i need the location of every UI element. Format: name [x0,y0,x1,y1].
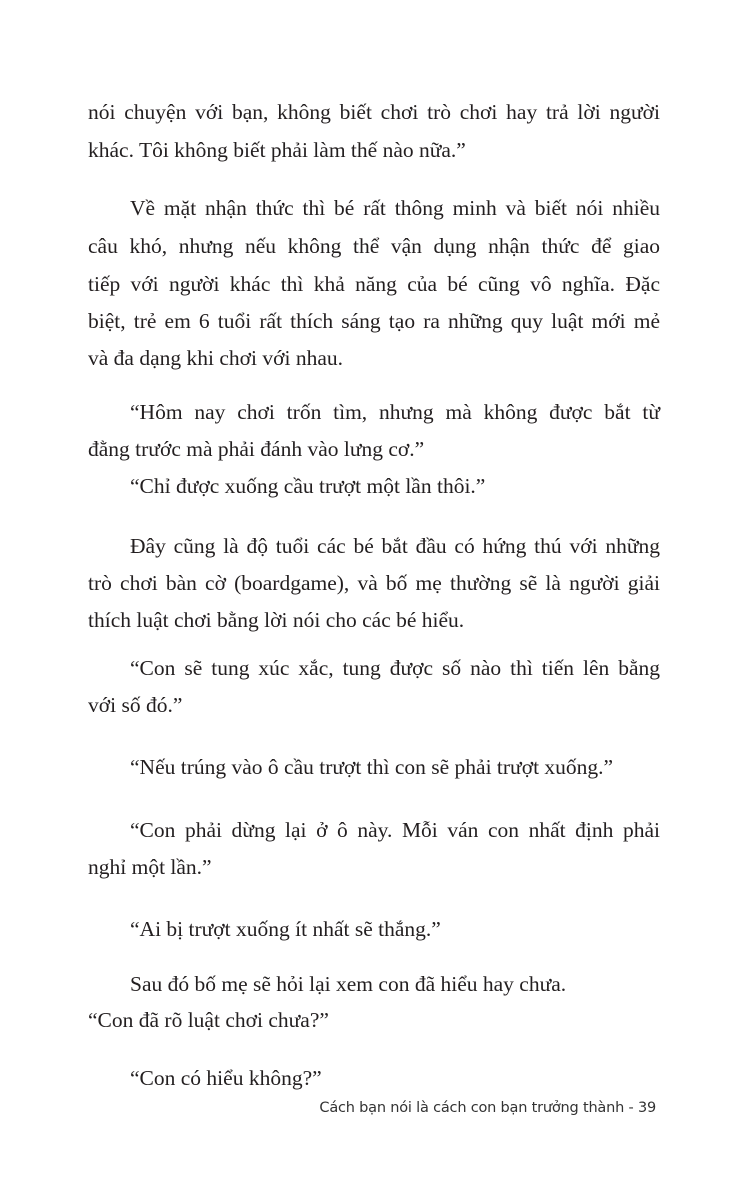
text-line: nói chuyện với bạn, không biết chơi trò chơi hay trả lời người [88,100,660,124]
text-line: câu khó, nhưng nếu không thể vận dụng nhận thức để giao [88,234,660,258]
text-line: “Ai bị trượt xuống ít nhất sẽ thắng.” [130,917,441,941]
text-line: “Hôm nay chơi trốn tìm, nhưng mà không được bắt từ [130,400,660,424]
text-line: khác. Tôi không biết phải làm thế nào nữa.” [88,138,466,162]
text-line: thích luật chơi bằng lời nói cho các bé hiểu. [88,608,465,632]
text-line: Sau đó bố mẹ sẽ hỏi lại xem con đã hiểu hay chưa. [130,972,567,996]
text-line: tiếp với người khác thì khả năng của bé cũng vô nghĩa. Đặc [88,272,660,296]
text-line: Về mặt nhận thức thì bé rất thông minh và biết nói nhiều [130,196,660,220]
text-line: “Con sẽ tung xúc xắc, tung được số nào thì tiến lên bằng [130,656,660,680]
text-line: “Con có hiểu không?” [130,1066,322,1090]
text-line: “Con phải dừng lại ở ô này. Mỗi ván con nhất định phải [130,818,660,842]
text-line: đằng trước mà phải đánh vào lưng cơ.” [88,437,425,461]
text-line: với số đó.” [88,693,183,717]
text-line: “Chỉ được xuống cầu trượt một lần thôi.” [130,474,486,498]
text-line: biệt, trẻ em 6 tuổi rất thích sáng tạo ra những quy luật mới mẻ [88,309,660,333]
text-line: “Con đã rõ luật chơi chưa?” [88,1008,329,1032]
text-line: nghỉ một lần.” [88,855,212,879]
text-line: Đây cũng là độ tuổi các bé bắt đầu có hứng thú với những [130,534,660,558]
text-line: và đa dạng khi chơi với nhau. [88,346,343,370]
page-footer: Cách bạn nói là cách con bạn trưởng thành - 39 [319,1100,656,1116]
text-line: trò chơi bàn cờ (boardgame), và bố mẹ thường sẽ là người giải [88,571,660,595]
text-line: “Nếu trúng vào ô cầu trượt thì con sẽ phải trượt xuống.” [130,755,614,779]
